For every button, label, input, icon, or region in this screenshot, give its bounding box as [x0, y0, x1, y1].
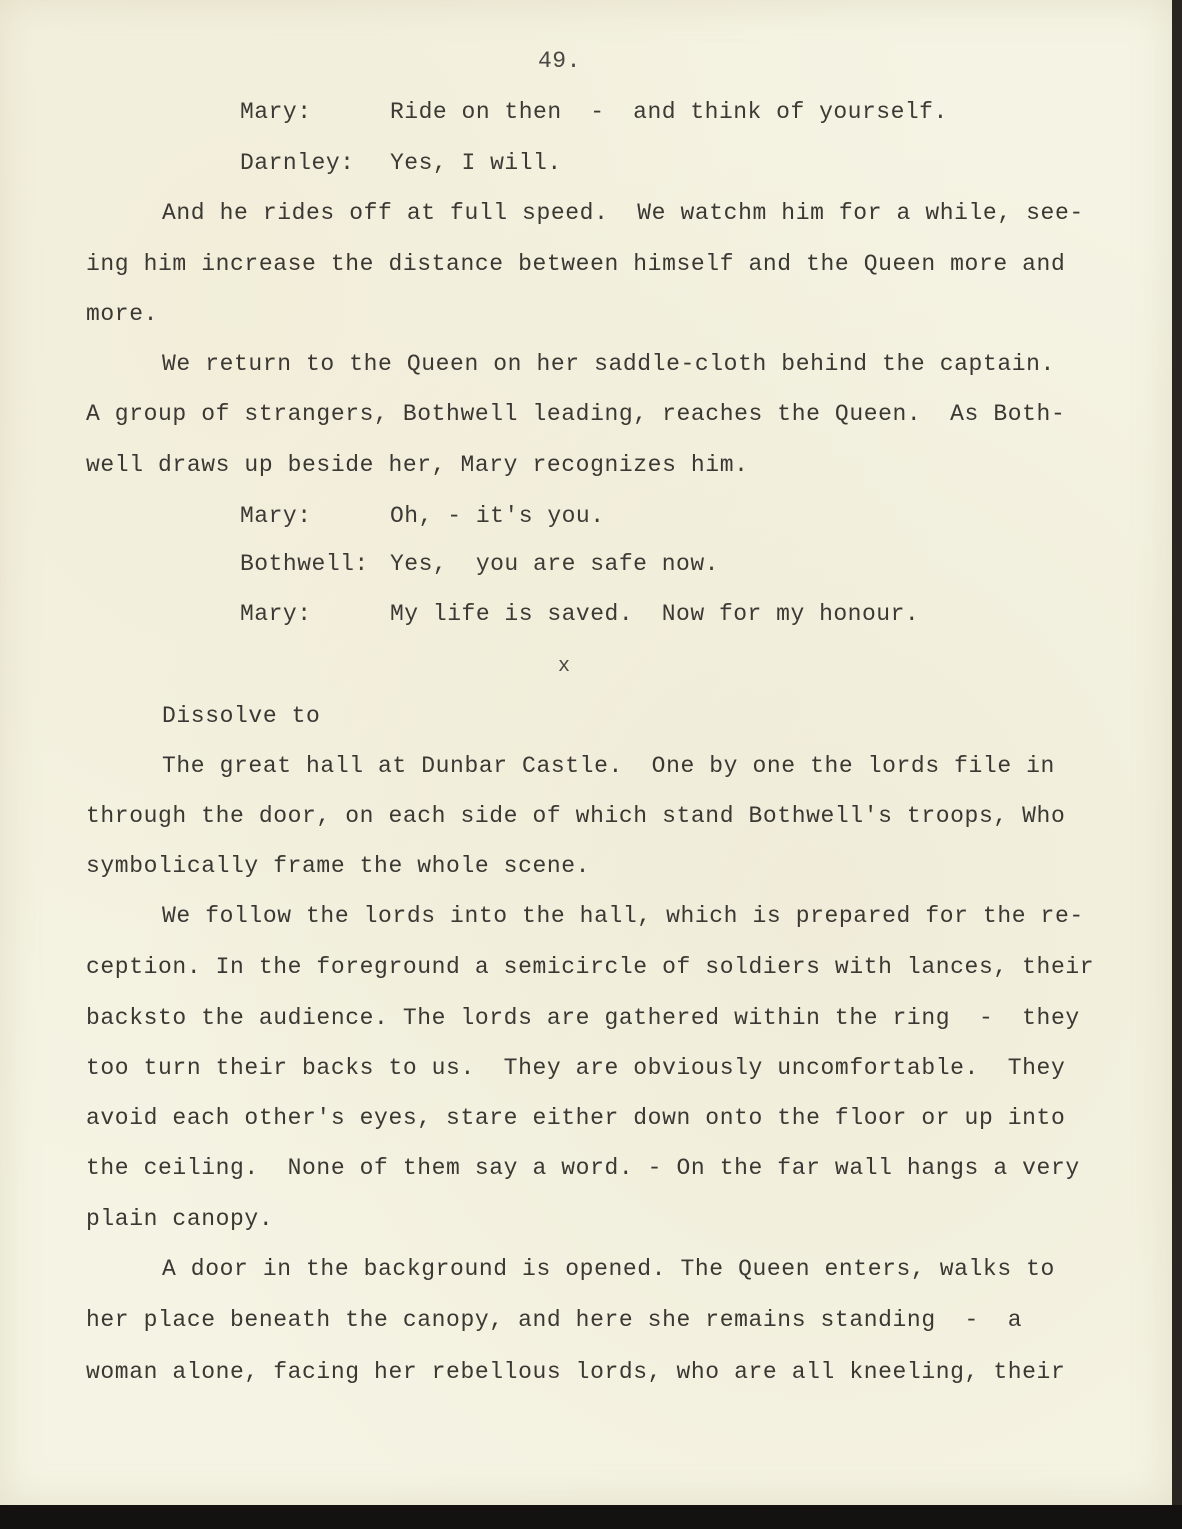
scan-edge-bottom	[0, 1505, 1182, 1529]
speech-text: Yes, you are safe now.	[390, 551, 719, 577]
paragraph-line: through the door, on each side of which stand Bothwell's troops, Who	[86, 803, 1066, 829]
scene-separator: x	[558, 655, 571, 678]
paragraph-line: too turn their backs to us. They are obviously uncomfortable. They	[86, 1055, 1066, 1081]
paragraph-line: backsto the audience. The lords are gathered within the ring - they	[86, 1005, 1080, 1031]
paragraph-line: ception. In the foreground a semicircle of soldiers with lances, their	[86, 954, 1095, 980]
paragraph-line: A door in the background is opened. The Queen enters, walks to	[162, 1256, 1055, 1282]
paragraph-line: plain canopy.	[86, 1206, 274, 1232]
dialogue-line	[0, 97, 1172, 127]
speech-text: My life is saved. Now for my honour.	[390, 601, 920, 627]
speaker-name: Mary:	[240, 503, 312, 529]
speaker-name: Mary:	[240, 99, 312, 125]
paragraph-line: more.	[86, 301, 159, 327]
paragraph-line: symbolically frame the whole scene.	[86, 853, 591, 879]
dialogue-line	[0, 599, 1172, 629]
paragraph-line: The great hall at Dunbar Castle. One by one the lords file in	[162, 753, 1055, 779]
paragraph-line: woman alone, facing her rebellous lords, who are all kneeling, their	[86, 1359, 1066, 1385]
speech-text: Ride on then - and think of yourself.	[390, 99, 948, 125]
page-number: 49.	[538, 48, 581, 74]
paragraph-line: We return to the Queen on her saddle-cloth behind the captain.	[162, 351, 1055, 377]
dialogue-line	[0, 549, 1172, 579]
speech-text: Yes, I will.	[390, 150, 562, 176]
transition-line: Dissolve to	[162, 703, 321, 729]
paragraph-line: avoid each other's eyes, stare either down onto the floor or up into	[86, 1105, 1066, 1131]
speaker-name: Darnley:	[240, 150, 355, 176]
paragraph-line: the ceiling. None of them say a word. - On the far wall hangs a very	[86, 1155, 1080, 1181]
dialogue-line	[0, 148, 1172, 178]
paragraph-line: A group of strangers, Bothwell leading, reaches the Queen. As Both-	[86, 401, 1066, 427]
speaker-name: Mary:	[240, 601, 312, 627]
speaker-name: Bothwell:	[240, 551, 369, 577]
scan-edge-right	[1172, 0, 1182, 1529]
paragraph-line: And he rides off at full speed. We watchm him for a while, see-	[162, 200, 1084, 226]
paragraph-line: ing him increase the distance between himself and the Queen more and	[86, 251, 1066, 277]
paragraph-line: well draws up beside her, Mary recognizes him.	[86, 452, 749, 478]
speech-text: Oh, - it's you.	[390, 503, 605, 529]
dialogue-line	[0, 501, 1172, 531]
paragraph-line: We follow the lords into the hall, which is prepared for the re-	[162, 903, 1084, 929]
paragraph-line: her place beneath the canopy, and here she remains standing - a	[86, 1307, 1023, 1333]
